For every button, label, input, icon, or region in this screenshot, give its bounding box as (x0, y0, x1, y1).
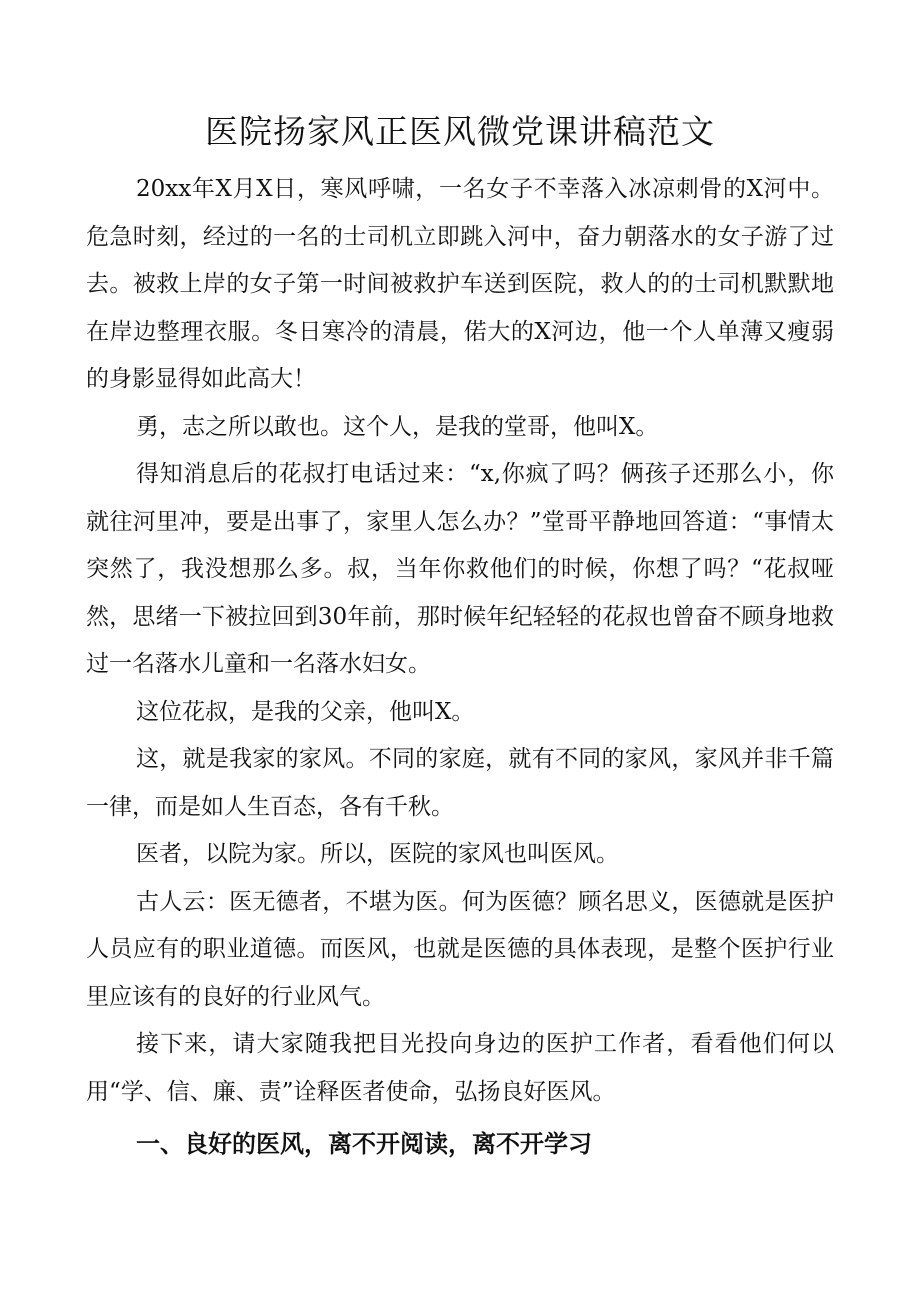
paragraph-hospital-as-home: 医者，以院为家。所以，医院的家风也叫医风。 (136, 841, 619, 867)
paragraph-phone-call: 得知消息后的花叔打电话过来：“x,你疯了吗？俩孩子还那么小，你就往河里冲，要是出事了，家里人怎么办？”堂哥平静地回答道：“事情太突然了，我没想那么多。叔，当年你救他们的时候，你想了吗？“花叔哑然，思绪一下被拉回到30年前，那时候年纪轻轻的花叔也曾奋不顾身地救过一名落水儿童和一名落水妇女。 (86, 461, 834, 677)
section-heading-1: 一、良好的医风，离不开阅读，离不开学习 (136, 1130, 592, 1158)
paragraph-introduction: 接下来，请大家随我把目光投向身边的医护工作者，看看他们何以用“学、信、廉、责”诠释医者使命，弘扬良好医风。 (86, 1031, 834, 1105)
paragraph-courage: 勇，志之所以敢也。这个人，是我的堂哥，他叫X。 (136, 413, 659, 440)
paragraph-medical-ethics: 古人云：医无德者，不堪为医。何为医德？顾名思义，医德就是医护人员应有的职业道德。而医风，也就是医德的具体表现，是整个医护行业里应该有的良好的行业风气。 (86, 888, 834, 1010)
paragraph-family-tradition: 这，就是我家的家风。不同的家庭，就有不同的家风，家风并非千篇一律，而是如人生百态，各有千秋。 (86, 746, 834, 820)
document-body (86, 166, 834, 1116)
paragraph-rescue-story: 20xx年X月X日，寒风呼啸，一名女子不幸落入冰凉刺骨的X河中。危急时刻，经过的一名的士司机立即跳入河中，奋力朝落水的女子游了过去。被救上岸的女子第一时间被救护车送到医院，救人的的士司机默默地在岸边整理衣服。冬日寒冷的清晨，偌大的X河边，他一个人单薄又瘦弱的身影显得如此高大！ (86, 176, 834, 392)
paragraph-father: 这位花叔，是我的父亲，他叫X。 (136, 698, 475, 725)
document-title: 医院扬家风正医风微党课讲稿范文 (205, 112, 715, 151)
